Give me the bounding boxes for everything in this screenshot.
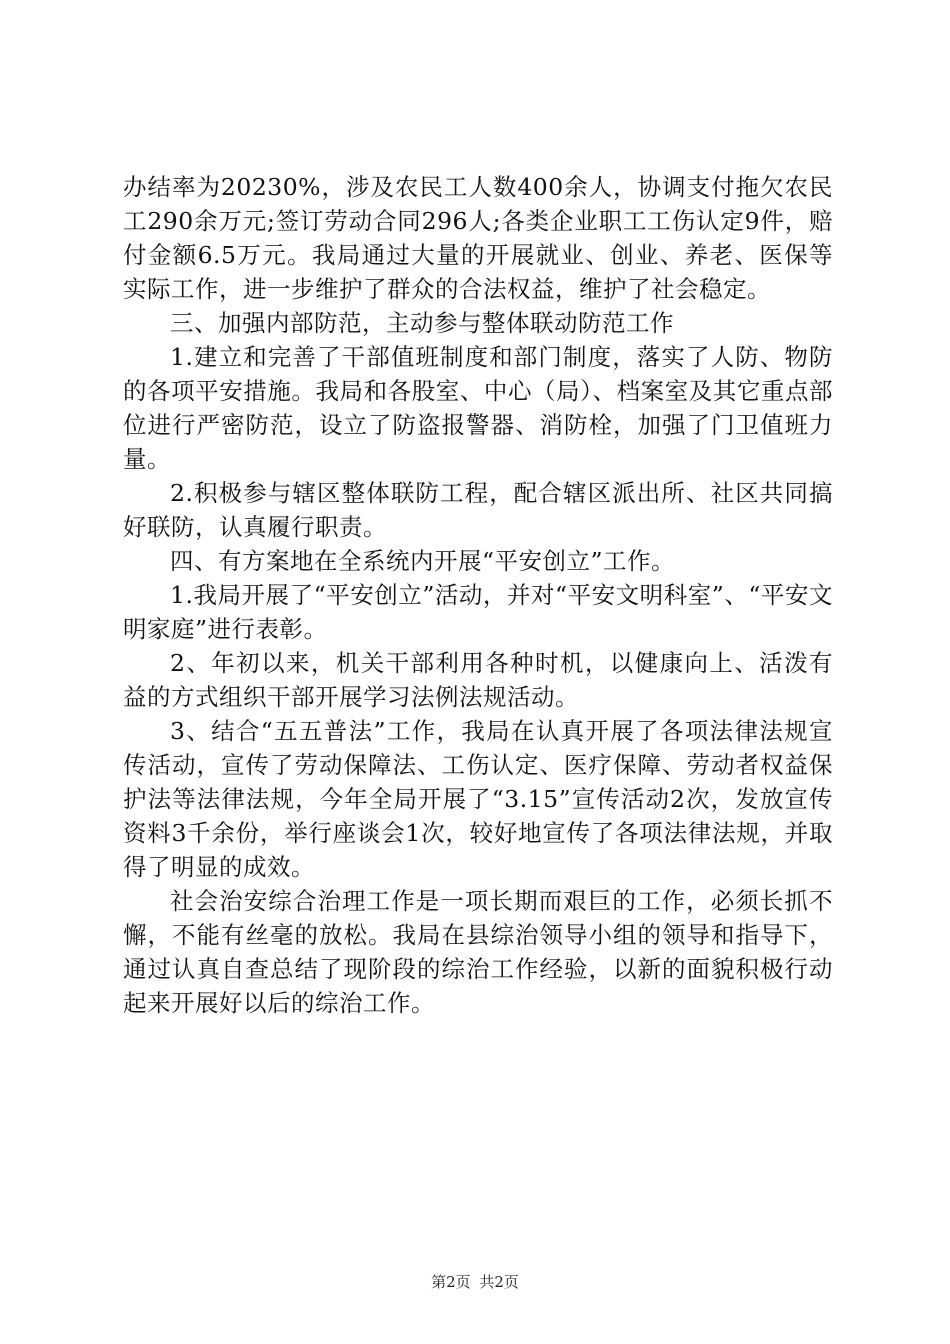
paragraph-4-2: 2、年初以来，机关干部利用各种时机，以健康向上、活泼有益的方式组织干部开展学习法例法规活动。 [123, 649, 833, 711]
page-total: 共2页 [479, 1273, 519, 1291]
paragraph-4-3: 3、结合“五五普法”工作，我局在认真开展了各项法律法规宣传活动，宣传了劳动保障法、工伤认定、医疗保障、劳动者权益保护法等法律法规，今年全局开展了“3.15”宣传活动2次，发放宣传资料3千余份，举行座谈会1次，较好地宣传了各项法律法规，并取得了明显的成效。 [123, 717, 833, 881]
document-body [123, 170, 833, 1020]
page-number: 第2页 [431, 1273, 471, 1291]
paragraph-conclusion: 社会治安综合治理工作是一项长期而艰巨的工作，必须长抓不懈，不能有丝毫的放松。我局在县综治领导小组的领导和指导下，通过认真自查总结了现阶段的综治工作经验，以新的面貌积极行动起来开展好以后的综治工作。 [123, 887, 833, 1017]
paragraph-3-2: 2.积极参与辖区整体联防工程，配合辖区派出所、社区共同搞好联防，认真履行职责。 [123, 479, 833, 541]
paragraph-3-1: 1.建立和完善了干部值班制度和部门制度，落实了人防、物防的各项平安措施。我局和各股室、中心（局）、档案室及其它重点部位进行严密防范，设立了防盗报警器、消防栓，加强了门卫值班力量。 [123, 343, 833, 473]
section-heading-4: 四、有方案地在全系统内开展“平安创立”工作。 [170, 547, 676, 575]
page-footer [0, 1272, 950, 1292]
section-heading-3: 三、加强内部防范，主动参与整体联动防范工作 [170, 309, 674, 337]
paragraph-4-1: 1.我局开展了“平安创立”活动，并对“平安文明科室”、“平安文明家庭”进行表彰。 [123, 581, 833, 643]
paragraph-continuation: 办结率为20230%，涉及农民工人数400余人，协调支付拖欠农民工290余万元;签订劳动合同296人;各类企业职工工伤认定9件，赔付金额6.5万元。我局通过大量的开展就业、创业、养老、医保等实际工作，进一步维护了群众的合法权益，维护了社会稳定。 [123, 173, 833, 303]
